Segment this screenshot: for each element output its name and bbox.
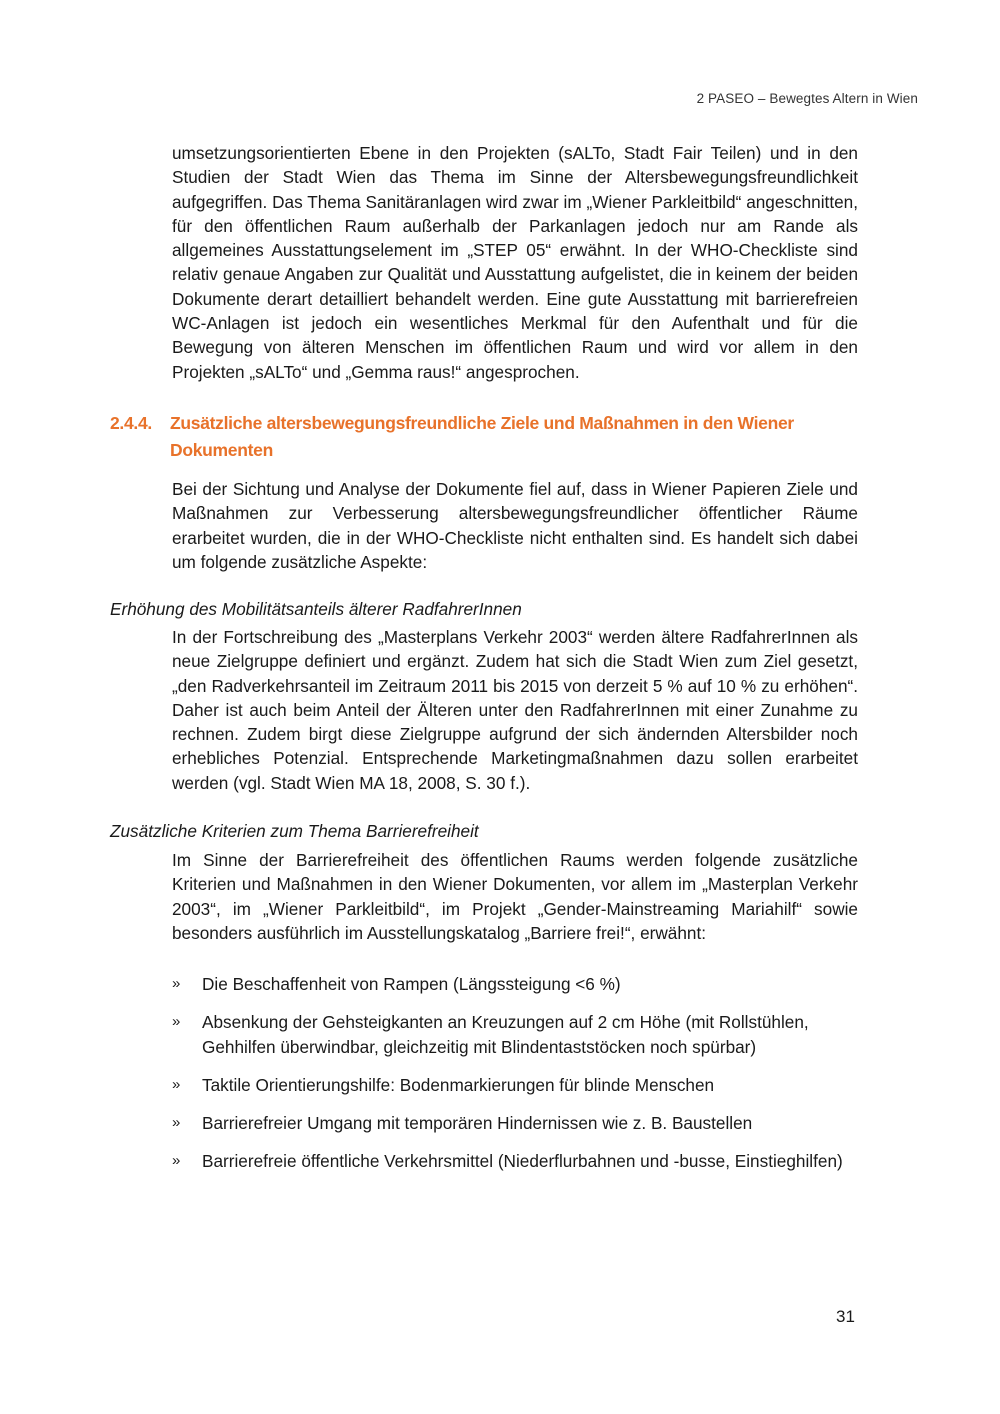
paragraph-barrierefreiheit: Im Sinne der Barrierefreiheit des öffentlichen Raums werden folgende zusätzliche Kriterien und Maßnahmen in den Wiener Dokumenten, vor allem im „Masterplan Verkehr 2003“, im „Wiener Parkleitbild“, im Projekt „Gender-Mainstreaming Mariahilf“ sowie besonders ausführlich im Ausstellungskatalog „Barriere frei!“, erwähnt: <box>172 850 858 943</box>
section-title-line2: Dokumenten <box>170 440 273 460</box>
list-item <box>172 1010 862 1059</box>
subheading-radfahrer: Erhöhung des Mobilitätsanteils älterer RadfahrerInnen <box>110 599 522 619</box>
list-item <box>172 1111 862 1135</box>
section-number: 2.4.4. <box>110 413 152 433</box>
page-number: 31 <box>836 1307 855 1326</box>
section-title-line1: Zusätzliche altersbewegungsfreundliche Ziele und Maßnahmen in den Wiener <box>170 413 794 433</box>
list-item-text: Taktile Orientierungshilfe: Bodenmarkierungen für blinde Menschen <box>202 1074 715 1095</box>
list-item-text: Barrierefreie öffentliche Verkehrsmittel (Niederflurbahnen und -busse, Einstieghilfen) <box>202 1151 843 1172</box>
barrier-criteria-list <box>172 972 862 1188</box>
paragraph-radfahrer: In der Fortschreibung des „Masterplans Verkehr 2003“ werden ältere RadfahrerInnen als neue Zielgruppe definiert und ergänzt. Zudem hat sich die Stadt Wien zum Ziel gesetzt, „den Radverkehrsanteil im Zeitraum 2011 bis 2015 von derzeit 5 % auf 10 % zu erhöhen“. Daher ist auch beim Anteil der Älteren unter den RadfahrerInnen mit einer Zunahme zu rechnen. Zudem birgt diese Zielgruppe aufgrund der sich ändernden Altersbilder noch erhebliches Potenzial. Entsprechende Marketingmaßnahmen dazu sollen erarbeitet werden (vgl. Stadt Wien MA 18, 2008, S. 30 f.). <box>172 627 858 793</box>
running-header: 2 PASEO – Bewegtes Altern in Wien <box>696 91 918 106</box>
subheading-barrierefreiheit: Zusätzliche Kriterien zum Thema Barrierefreiheit <box>110 821 479 841</box>
bullet-marker: » <box>172 975 181 992</box>
section-heading <box>110 410 870 464</box>
bullet-marker: » <box>172 1075 181 1093</box>
intro-paragraph: umsetzungsorientierten Ebene in den Projekten (sALTo, Stadt Fair Teilen) und in den Studien der Stadt Wien das Thema im Sinne der Altersbewegungsfreundlichkeit aufgegriffen. Das Thema Sanitäranlagen wird zwar im „Wiener Parkleitbild“ angeschnitten, für den öffentlichen Raum außerhalb der Parkanlagen jedoch nur am Rande als allgemeines Ausstattungselement im „STEP 05“ erwähnt. In der WHO-Checkliste sind relativ genaue Angaben zur Qualität und Ausstattung aufgelistet, die in keinem der beiden Dokumente derart detailliert behandelt werden. Eine gute Ausstattung mit barrierefreien WC-Anlagen ist jedoch ein wesentliches Merkmal für den Aufenthalt und für die Bewegung von älteren Menschen im öffentlichen Raum und wird vor allem in den Projekten „sALTo“ und „Gemma raus!“ angesprochen. <box>172 143 858 382</box>
list-item <box>172 1073 862 1097</box>
list-item-text: Barrierefreier Umgang mit temporären Hindernissen wie z. B. Baustellen <box>202 1113 753 1134</box>
list-item <box>172 972 862 996</box>
list-item <box>172 1149 862 1173</box>
section-paragraph: Bei der Sichtung und Analyse der Dokumente fiel auf, dass in Wiener Papieren Ziele und Maßnahmen zur Verbesserung altersbewegungsfreundlicher öffentlicher Räume erarbeitet wurden, die in der WHO-Checkliste nicht enthalten sind. Es handelt sich dabei um folgende zusätzliche Aspekte: <box>172 479 858 572</box>
list-item-text: Die Beschaffenheit von Rampen (Längssteigung <6 %) <box>202 974 621 994</box>
list-item-text: Absenkung der Gehsteigkanten an Kreuzungen auf 2 cm Höhe (mit Rollstühlen, Gehhilfen überwindbar, gleichzeitig mit Blindentaststöcken noch spürbar) <box>202 1012 809 1057</box>
bullet-marker: » <box>172 1152 181 1170</box>
bullet-marker: » <box>172 1013 181 1031</box>
bullet-marker: » <box>172 1114 181 1132</box>
